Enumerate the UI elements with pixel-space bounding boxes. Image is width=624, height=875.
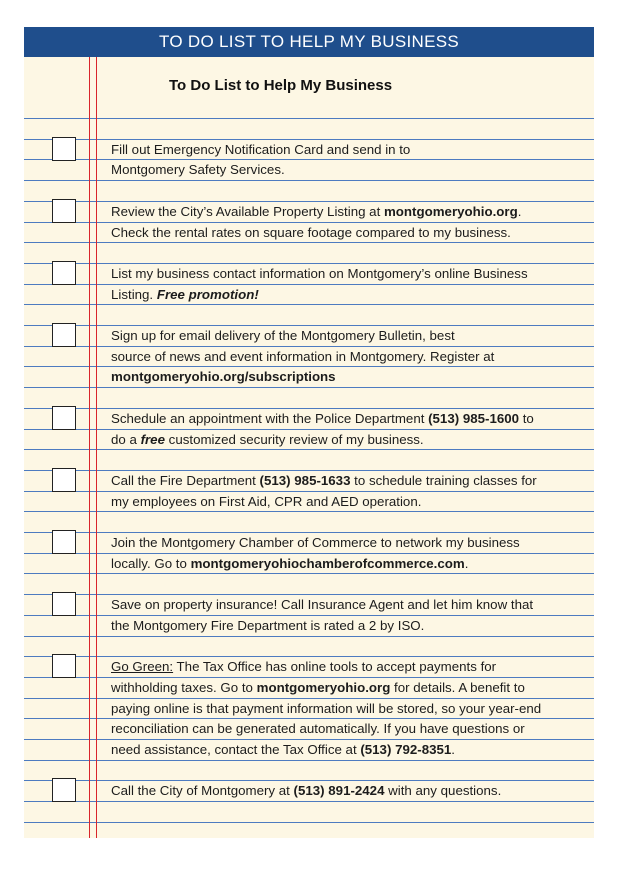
- margin-line: [96, 57, 97, 838]
- todo-item-text-line: [111, 555, 468, 572]
- todo-text-segment: Call the Fire Department: [111, 472, 260, 488]
- ruled-line: [24, 284, 594, 285]
- ruled-line: [24, 366, 594, 367]
- todo-item-text-line: [111, 348, 494, 365]
- todo-text-segment: paying online is that payment information will be stored, so your year-end: [111, 700, 542, 716]
- ruled-line: [24, 263, 594, 264]
- page-title: To Do List to Help My Business: [169, 77, 393, 94]
- ruled-line: [24, 429, 594, 430]
- todo-item-text-line: [111, 224, 511, 241]
- ruled-line: [24, 718, 594, 719]
- todo-text-segment: Fill out Emergency Notification Card and send in to: [111, 141, 411, 157]
- todo-item-text-line: [111, 265, 528, 282]
- ruled-line: [24, 387, 594, 388]
- todo-text-segment: (513) 985-1600: [428, 410, 520, 426]
- todo-item-text-line: [111, 431, 424, 448]
- todo-item-text-line: [111, 658, 496, 675]
- ruled-line: [24, 532, 594, 533]
- todo-item-text-line: [111, 141, 410, 158]
- todo-text-segment: Montgomery Safety Services.: [111, 162, 285, 178]
- todo-item-text-line: [111, 720, 525, 737]
- todo-text-segment: Review the City’s Available Property Listing at: [111, 203, 384, 219]
- todo-checkbox[interactable]: [52, 199, 76, 223]
- todo-text-segment: (513) 792-8351: [360, 742, 452, 757]
- ruled-line: [24, 780, 594, 781]
- todo-text-segment: Free promotion!: [156, 286, 259, 302]
- todo-checkbox[interactable]: [52, 530, 76, 554]
- todo-text-segment: (513) 891-2424: [293, 783, 385, 799]
- todo-text-segment: locally. Go to: [111, 555, 191, 571]
- todo-text-segment: Check the rental rates on square footage compared to my business.: [111, 224, 511, 240]
- todo-text-segment: The Tax Office has online tools to accept payments for: [173, 659, 497, 675]
- ruled-line: [24, 677, 594, 678]
- todo-text-segment: Sign up for email delivery of the Montgomery Bulletin, best: [111, 328, 455, 343]
- ruled-line: [24, 159, 594, 160]
- ruled-line: [24, 698, 594, 699]
- todo-text-segment: do a: [111, 431, 141, 447]
- todo-item-text-line: [111, 203, 521, 220]
- todo-item-text-line: [111, 782, 501, 799]
- todo-item-text-line: [111, 368, 336, 385]
- todo-item-text-line: [111, 493, 421, 510]
- todo-checkbox[interactable]: [52, 137, 76, 161]
- todo-text-segment: Call the City of Montgomery at: [111, 783, 294, 799]
- todo-item-text-line: [111, 596, 533, 613]
- todo-text-segment: free: [140, 431, 165, 447]
- todo-text-segment: withholding taxes. Go to: [111, 679, 257, 695]
- ruled-line: [24, 739, 594, 740]
- todo-text-segment: montgomeryohio.org/subscriptions: [111, 369, 336, 385]
- todo-text-segment: .: [451, 742, 455, 757]
- ruled-line: [24, 760, 594, 761]
- ruled-line: [24, 594, 594, 595]
- todo-item-text-line: [111, 679, 525, 696]
- todo-item-text-line: [111, 534, 520, 551]
- todo-text-segment: the Montgomery Fire Department is rated a 2 by ISO.: [111, 617, 425, 633]
- todo-text-segment: Save on property insurance! Call Insurance Agent and let him know that: [111, 597, 534, 613]
- todo-text-segment: .: [517, 203, 522, 219]
- todo-text-segment: for details. A benefit to: [390, 679, 525, 695]
- todo-text-segment: source of news and event information in Montgomery. Register at: [111, 348, 495, 364]
- ruled-line: [24, 511, 594, 512]
- todo-text-segment: Schedule an appointment with the Police Department: [111, 410, 429, 426]
- todo-item-text-line: [111, 410, 534, 427]
- ruled-line: [24, 222, 594, 223]
- todo-checkbox[interactable]: [52, 468, 76, 492]
- header-banner: TO DO LIST TO HELP MY BUSINESS: [24, 27, 594, 57]
- ruled-line: [24, 118, 594, 119]
- todo-text-segment: montgomeryohio.org: [256, 679, 391, 695]
- todo-item-text-line: [111, 286, 259, 303]
- todo-checkbox[interactable]: [52, 323, 76, 347]
- todo-checkbox[interactable]: [52, 592, 76, 616]
- todo-text-segment: Go Green:: [111, 659, 174, 675]
- todo-text-segment: (513) 985-1633: [259, 472, 351, 488]
- ruled-line: [24, 242, 594, 243]
- todo-text-segment: Join the Montgomery Chamber of Commerce to network my business: [111, 535, 520, 550]
- ruled-line: [24, 201, 594, 202]
- todo-item-text-line: [111, 472, 537, 489]
- ruled-line: [24, 470, 594, 471]
- todo-text-segment: my employees on First Aid, CPR and AED operation.: [111, 493, 422, 509]
- ruled-line: [24, 656, 594, 657]
- todo-text-segment: reconciliation can be generated automatically. If you have questions or: [111, 721, 525, 737]
- todo-text-segment: montgomeryohiochamberofcommerce.com: [190, 555, 465, 571]
- ruled-line: [24, 449, 594, 450]
- todo-text-segment: need assistance, contact the Tax Office at: [111, 742, 361, 757]
- todo-text-segment: Listing.: [111, 286, 157, 302]
- todo-checkbox[interactable]: [52, 406, 76, 430]
- margin-line: [89, 57, 90, 838]
- todo-text-segment: to: [519, 410, 534, 426]
- todo-text-segment: List my business contact information on Montgomery’s online Business: [111, 265, 528, 281]
- todo-checkbox[interactable]: [52, 654, 76, 678]
- todo-item-text-line: [111, 327, 455, 344]
- ruled-line: [24, 615, 594, 616]
- ruled-line: [24, 822, 594, 823]
- todo-checkbox[interactable]: [52, 778, 76, 802]
- ruled-line: [24, 139, 594, 140]
- todo-text-segment: with any questions.: [384, 783, 502, 799]
- todo-item-text-line: [111, 741, 455, 758]
- todo-item-text-line: [111, 700, 541, 717]
- ruled-line: [24, 346, 594, 347]
- ruled-line: [24, 304, 594, 305]
- todo-checkbox[interactable]: [52, 261, 76, 285]
- ruled-line: [24, 180, 594, 181]
- ruled-line: [24, 491, 594, 492]
- ruled-line: [24, 801, 594, 802]
- todo-text-segment: to schedule training classes for: [350, 472, 537, 488]
- todo-item-text-line: [111, 617, 424, 634]
- ruled-line: [24, 553, 594, 554]
- ruled-line: [24, 408, 594, 409]
- ruled-line: [24, 573, 594, 574]
- todo-item-text-line: [111, 161, 285, 178]
- ruled-line: [24, 325, 594, 326]
- ruled-line: [24, 636, 594, 637]
- todo-text-segment: customized security review of my business.: [164, 431, 424, 447]
- todo-text-segment: montgomeryohio.org: [383, 203, 518, 219]
- todo-text-segment: .: [464, 555, 469, 571]
